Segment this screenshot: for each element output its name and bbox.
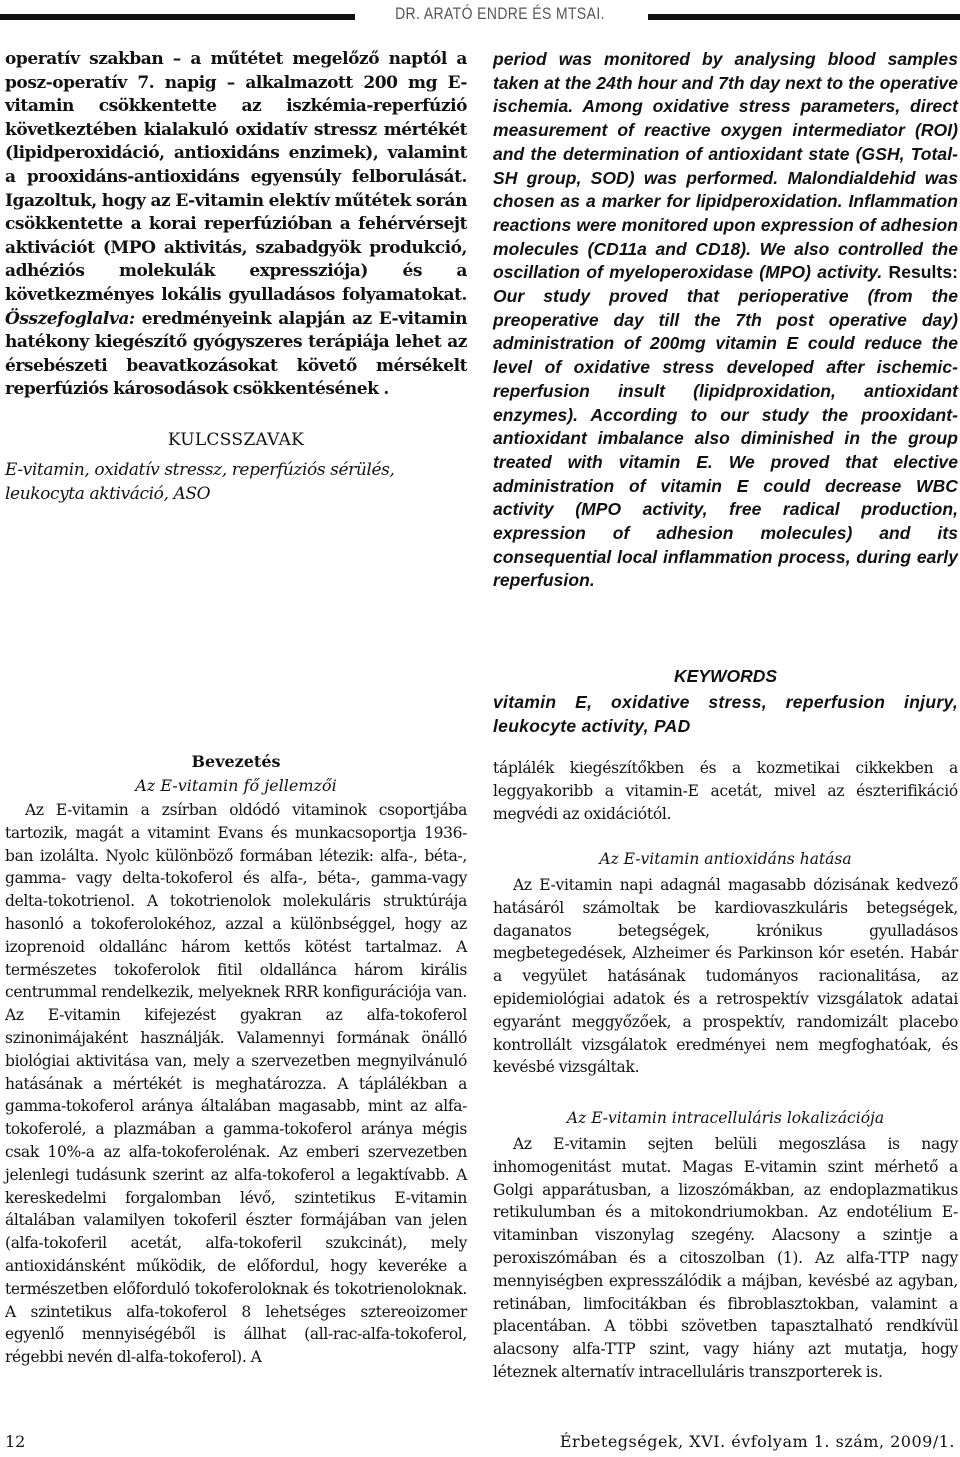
page-number: 12 (5, 1432, 26, 1451)
english-keywords-text: vitamin E, oxidative stress, reperfusion injury, leukocyte activity, PAD (493, 692, 958, 736)
english-abstract-text-2: Our study proved that perioperative (from the preoperative day till the 7th post operative day) administration of 200mg vitamin E could reduce the level of oxidative stress developed after ischemic-reperfusion insult (lipidproxidation, antioxidant enzymes). According to our study the prooxidant-antioxidant imbalance also diminished in the group treated with vitamin E. We proved that elective administration of vitamin E could decrease WBC activity (MPO activity, free radical production, expression of adhesion molecules) and its consequential local inflammation process, during early reperfusion. (493, 286, 958, 591)
journal-citation: Érbetegségek, XVI. évfolyam 1. szám, 2009/1. (559, 1432, 955, 1451)
english-abstract (493, 48, 958, 593)
intracellular-localization-paragraph: Az E-vitamin sejten belüli megoszlása is nagy inhomogenitást mutat. Magas E-vitamin szint mérhető a Golgi apparátusban, a lizoszómákban, az endoplazmatikus retikulumban és a mitokondriumokban. Az endotélium E-vitaminban viszonylag szegény. Alacsony a szintje a peroxiszómában és a citoszolban (1). Az alfa-TTP nagy mennyiségben expresszálódik a májban, kevésbé az agyban, retinában, limfocitákban és fibroblasztokban, valamint a placentában. A többi szövetben tapasztalható rendkívül alacsony alfa-TTP szint, vagy hiány azt mutatja, hogy léteznek alternatív intracelluláris transzporterek is. (493, 1135, 958, 1381)
antioxidant-effect-body (493, 874, 958, 1079)
english-abstract-text-1: period was monitored by analysing blood samples taken at the 24th hour and 7th day next to the operative ischemia. Among oxidative stress parameters, direct measurement of reactive oxygen intermediator (ROI) and the determination of antioxidant state (GSH, Total-SH group, SOD) was performed. Malondialdehid was chosen as a marker for lipidperoxidation. Inflammation reactions were monitored upon expression of adhesion molecules (CD11a and CD18). We also controlled the oscillation of myeloperoxidase (MPO) activity. (493, 49, 958, 283)
hungarian-abstract (5, 48, 467, 402)
hungarian-abstract-text-1: operatív szakban – a műtétet megelőző naptól a posz-operatív 7. napig – alkalmazott 200 mg E-vitamin csökkentette az iszkémia-reperfúzió következtében kialakuló oxidatív stressz mértékét (lipidperoxidáció, antioxidáns enzimek), valamint a prooxidáns-antioxidáns egyensúly felborulását. Igazoltuk, hogy az E-vitamin elektív műtétek során csökkentette a korai reperfúzióban a fehérvérsejt aktivációt (MPO aktivitás, szabadgyök produkció, adhéziós molekulák expressziója) és a következményes lokális gyulladásos folyamatokat. (5, 49, 467, 305)
page-header (0, 0, 960, 30)
header-rule-left (0, 14, 355, 20)
introduction-paragraph: Az E-vitamin a zsírban oldódó vitaminok csoportjába tartozik, magát a vitamint Evans és munkacsoportja 1936-ban izolálta. Nyolc különböző formában létezik: alfa-, béta-, gamma- vagy delta-tokoferol és alfa-, béta-, gamma-vagy delta-tokotrienol. A tokotrienolok molekuláris struktúrája hasonló a tokoferolokéhoz, azzal a különbséggel, hogy az izoprenoid oldallánc három kettős kötést tartalmaz. A természetes tokoferolok fitil oldallánca három királis centrummal rendelkezik, melyeknek RRR konfigurációja van. Az E-vitamin kifejezést gyakran az alfa-tokoferol szinonimájaként használják. Valamennyi formának önálló biológiai aktivitása van, mely a szervezetben megnyilvánuló hatásának a mértékét is meghatározza. A táplálékban a gamma-tokoferol aránya általában magasabb, mint az alfa-tokoferolé, a plazmában a gamma-tokoferol aránya mégis csak 10%-a az alfa-tokoferolénak. Az emberi szervezetben jelenlegi tudásunk szerint az alfa-tokoferol a legaktívabb. A kereskedelmi forgalomban lévő, szintetikus E-vitamin általában valamilyen tokoferil észter formájában van jelen (alfa-tokoferil acetát, alfa-tokoferil szukcinát), mely antioxidánsként működik, de előfordul, hogy keveréke a természetben előforduló tokoferoloknak és tokotrienoloknak. A szintetikus alfa-tokoferol 8 lehetséges sztereoizomer egyenlő mennyiségéből is állhat (all-rac-alfa-tokoferol, régebbi nevén dl-alfa-tokoferol). A (5, 801, 467, 1367)
hungarian-keywords-title: KULCSSZAVAK (167, 430, 305, 450)
introduction-title: Bevezetés (191, 752, 281, 771)
hungarian-keywords-text: E-vitamin, oxidatív stressz, reperfúziós sérülés, leukocyta aktiváció, ASO (5, 460, 395, 504)
english-keywords-title: KEYWORDS (673, 666, 778, 686)
intracellular-localization-heading: Az E-vitamin intracelluláris lokalizációja (566, 1109, 885, 1127)
header-rule-right (648, 14, 960, 20)
introduction-body-right-continuation (493, 757, 958, 825)
hungarian-abstract-text-2: eredményeink alapján az E-vitamin hatékony kiegészítő gyógyszeres terápiája lehet az érsebészeti beavatkozásokat követő mérsékelt reperfúziós károsodások csökkentésének . (5, 308, 467, 400)
antioxidant-effect-heading: Az E-vitamin antioxidáns hatása (599, 850, 852, 868)
running-head: DR. ARATÓ ENDRE ÉS MTSAI. (395, 4, 605, 23)
introduction-continuation-paragraph: táplálék kiegészítőkben és a kozmetikai cikkekben a leggyakoribb a vitamin-E acetát, mivel az észterifikáció megvédi az oxidációtól. (493, 759, 958, 823)
intracellular-localization-body (493, 1133, 958, 1384)
results-label: Results: (888, 262, 958, 283)
introduction-body-left (5, 799, 467, 1369)
hungarian-summary-lead-in: Összefoglalva: (5, 308, 135, 329)
antioxidant-effect-paragraph: Az E-vitamin napi adagnál magasabb dózisának kedvező hatásáról számoltak be kardiovaszkuláris betegségek, daganatos betegségek, krónikus gyulladásos megbetegedések, Alzheimer és Parkinson kór esetén. Habár a vegyület hatásának tudományos racionalitása, az epidemiológiai adatok és a retrospektív vizsgálatok adatai egyaránt meggyőzőek, a prospektív, randomizált placebo kontrollált vizsgálatok eredményei nem megfoghatóak, és kevésbé vizsgáltak. (493, 876, 958, 1077)
introduction-subtitle: Az E-vitamin fő jellemzői (135, 776, 337, 795)
